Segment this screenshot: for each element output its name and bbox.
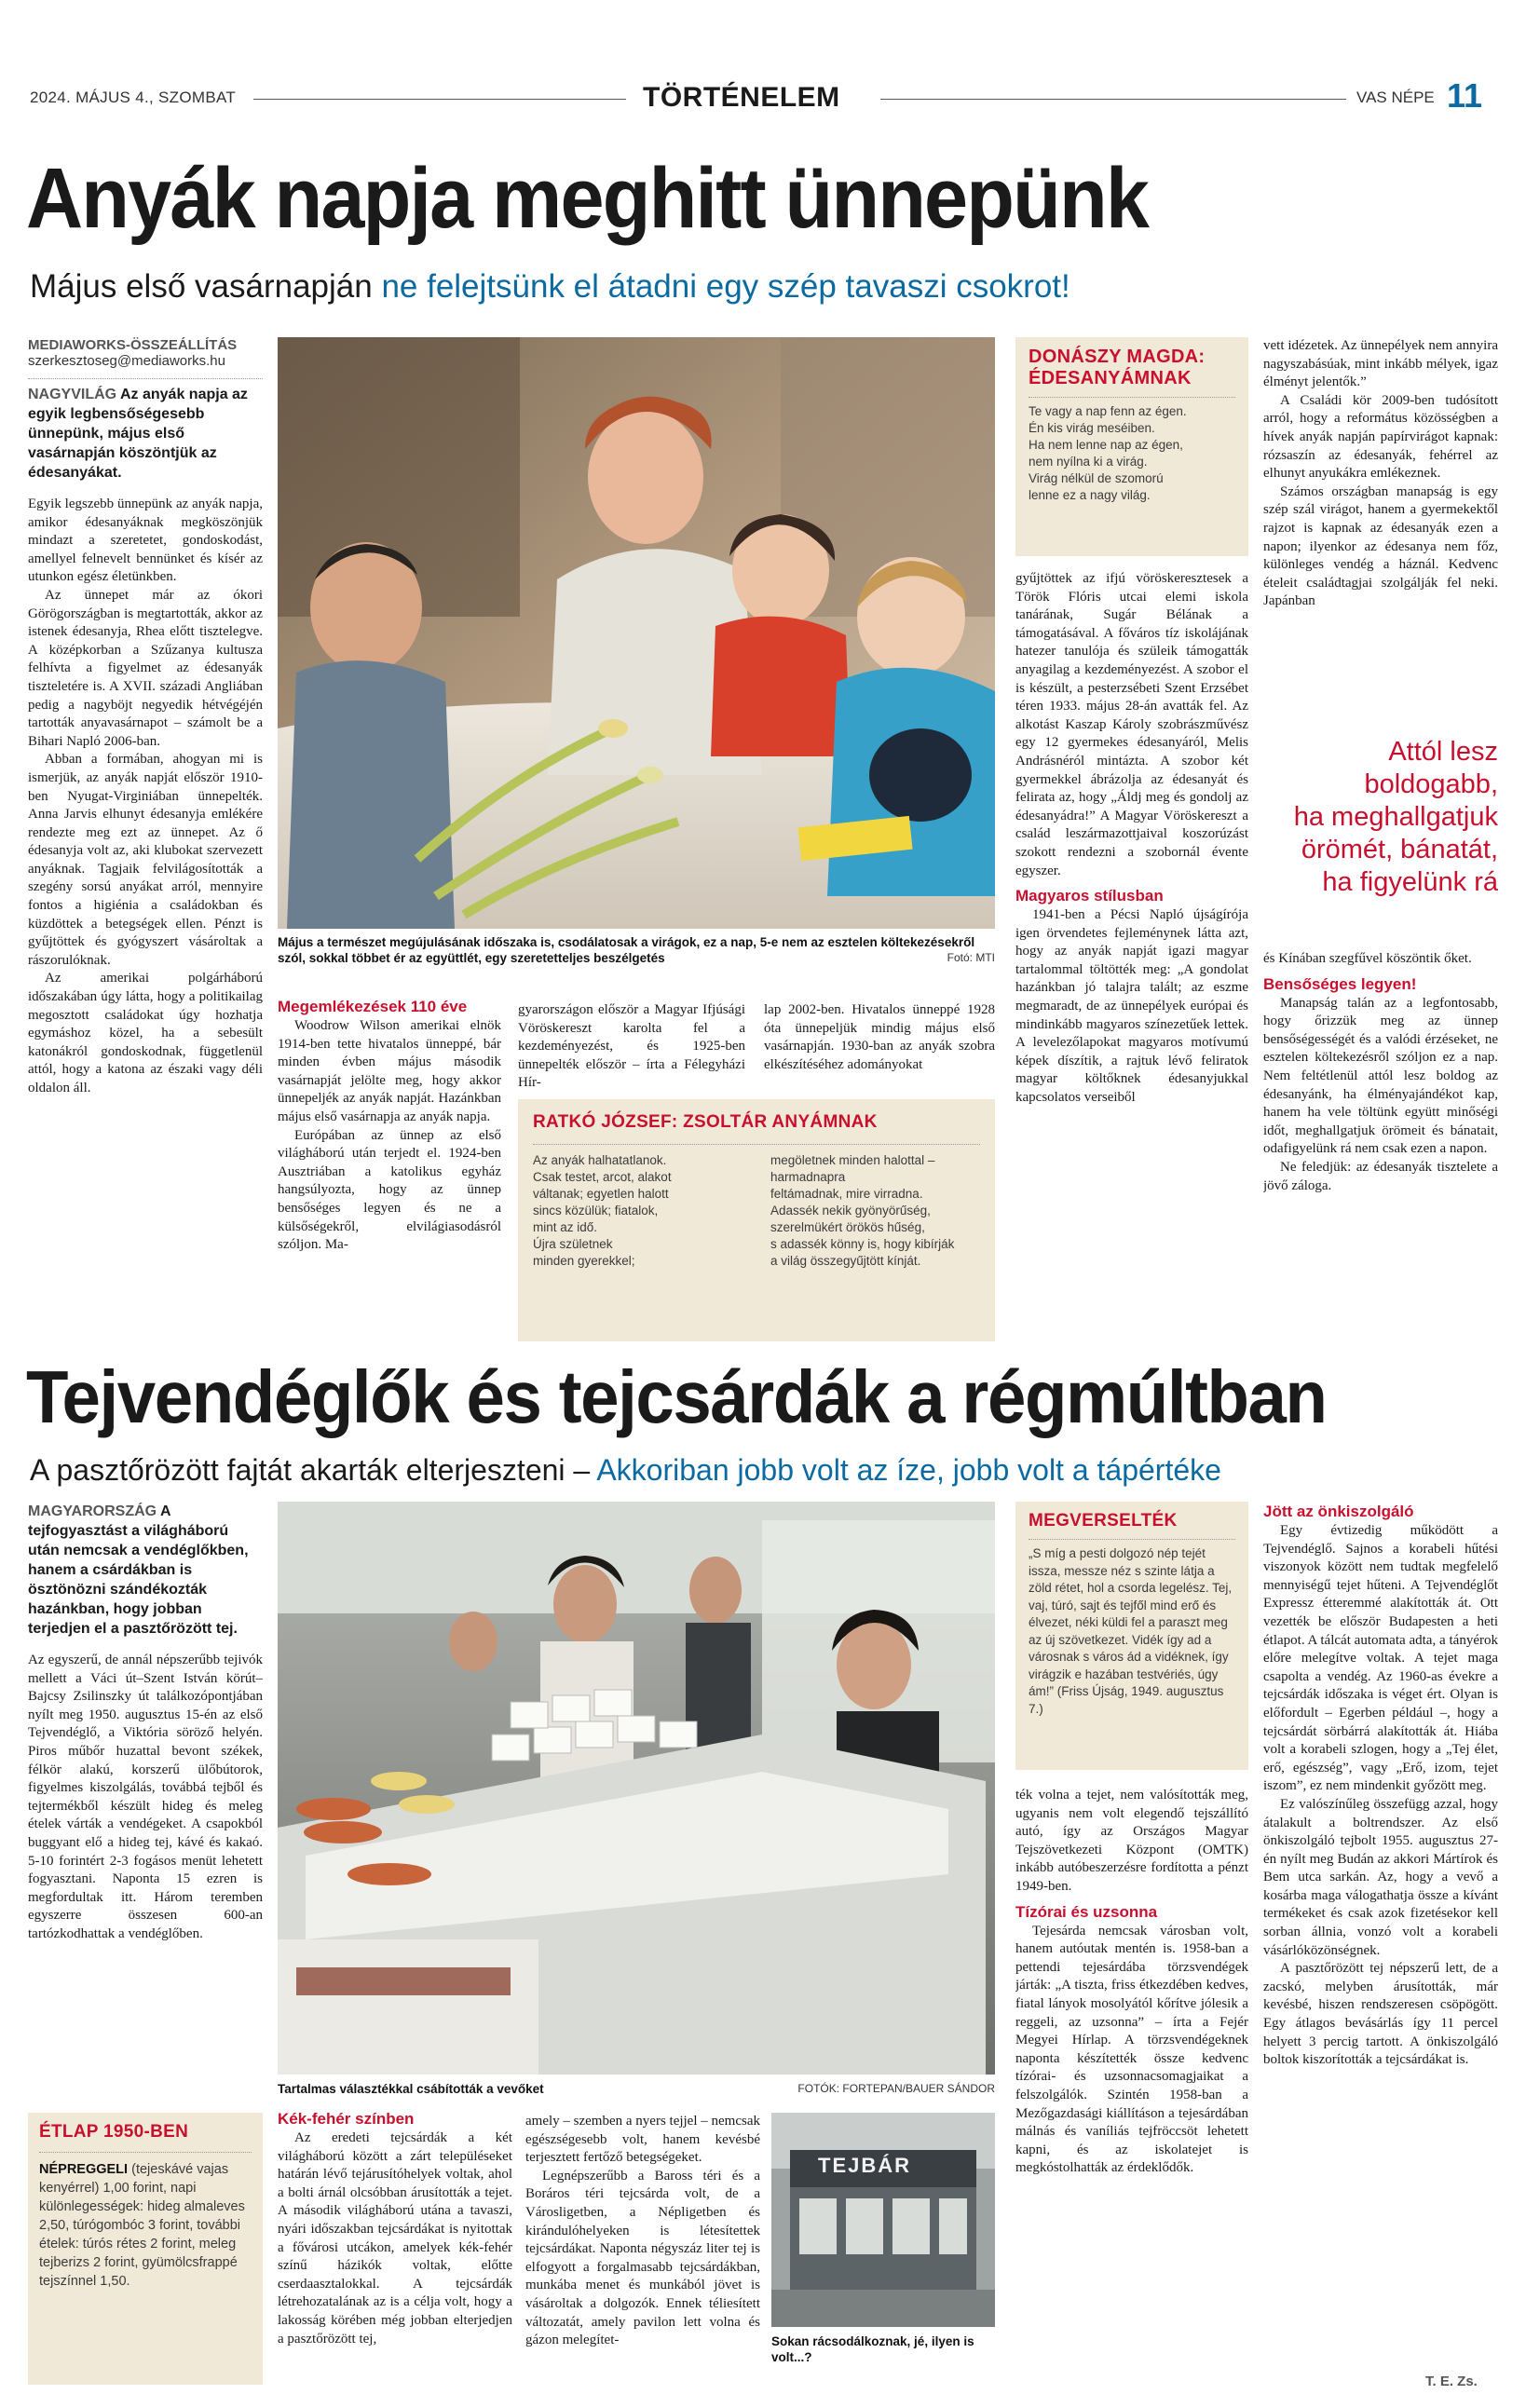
paragraph: gyarországon először a Magyar Ifjúsági Vöröskereszt karolta fel a kezdeményezést, és 1925-ben ünnepelték először – írta a Félegyházi Hír- <box>518 1002 745 1091</box>
poem-line: mint az idő. <box>533 1220 598 1234</box>
poem-line: Virág nélkül de szomorú <box>1029 471 1164 485</box>
subhead-110-years: Megemlékezések 110 éve <box>278 998 468 1015</box>
article2-headline: Tejvendéglők és tejcsárdák a régmúltban <box>26 1355 1327 1438</box>
etlap-body: (tejeskávé vajas kenyérrel) 1,00 forint, napi különlegességek: hideg almaleves 2,50, túrógombóc 3 forint, további ételek: túrós rétes 2 forint, meleg tejberizs 2 forint, gyümölcsfrappé tejszínnel 1,50. <box>39 2162 245 2289</box>
ratko-title: RATKÓ JÓZSEF: ZSOLTÁR ANYÁMNAK <box>533 1112 878 1132</box>
header-paper: VAS NÉPE <box>1356 88 1435 106</box>
pullquote <box>1263 736 1498 899</box>
article1-lead <box>28 385 263 483</box>
subhead-onkiszolgalo: Jött az önkiszolgáló <box>1263 1503 1414 1520</box>
paragraph: vett idézetek. Az ünnepélyek nem annyira nagyszabásúak, mint inkább mélyek, igaz élményt jelentők.” <box>1263 338 1498 390</box>
article2-col3 <box>525 2113 760 2388</box>
photo1-caption-text: Május a természet megújulásának időszaka is, csodálatosak a virágok, ez a nap, 5-e nem az esztelen költekezésekről szól, sokkal többet ér az együttlét, egy szeretetteljes beszélgetés <box>278 935 975 965</box>
poem-line: Csak testet, arcot, alakot <box>533 1170 672 1184</box>
byline-divider <box>28 378 263 379</box>
photo2-caption-text: Tartalmas választékkal csábították a vevőket <box>278 2082 544 2096</box>
poem-line: váltanak; egyetlen halott <box>533 1187 669 1201</box>
section-title: TÖRTÉNELEM <box>643 82 840 113</box>
paragraph: Számos országban manapság is egy szép szál virágot, hanem a gyermekektől rajzot is kapnak az édesanyák ezen a napon; ilyenkor az édesanya nem főz, különleges vendég a háznál. Kedvenc ételeit családtagjai szolgálják fel neki. Japánban <box>1263 483 1498 609</box>
article1-subhead-plain: Május első vasárnapján <box>30 268 382 305</box>
poem-line: megöletnek minden halottal – <box>770 1153 935 1167</box>
paragraph: Az ünnepet már az ókori Görögországban is megtartották, akkor az istenek édesanyja, Rhea előtt tisztelegve. A középkorban a Szűzanya kultusza felhívta a figyelmet az édesanyák tiszteletére is. A XVII. századi Angliában pedig a nagyböjt negyedik hétvégéjén tartották anyavasárnapot – számolt be a Bihari Napló 2006-ban. <box>28 587 263 749</box>
page-number: 11 <box>1447 76 1483 115</box>
paragraph: Az eredeti tejcsárdák a két világháború között a zárt településeket határán lévő tejárusítóhelyek voltak, ahol a bolti árnál olcsóbban árusították a tejet. A második világháború utána a tavaszi, nyári időszakban tejcsárdákat is nyitottak a fővárosi utcákon, amelyek kék-fehér színű házikók voltak, előtte cserdaasztalokkal. A tejcsárdák létrehozatalának az is a célja volt, hogy a lakosság körében még jobban elterjedjen a pasztőrözött tej, <box>278 2130 512 2347</box>
paragraph: Egyik legszebb ünnepünk az anyák napja, amikor édesanyáknak megköszönjük mindazt a szeretetet, gondoskodást, amellyel felnevelt bennünket és kísér az utunkon egész életünkben. <box>28 497 263 585</box>
photo1-caption <box>278 934 995 966</box>
paragraph: Az egyszerű, de annál népszerűbb tejivók mellett a Váci út–Szent István körút–Bajcsy Zsilinszky út találkozópontjában nyílt meg 1950. augusztus 15-én az első Tejvendéglő, a Viktória söröző helyén. Piros műbőr huzattal bevont székek, félkör alakú, korszerű ülőbútorok, figyelmes kiszolgálás, továbbá tejből és tejtermékből készült hideg és meleg ételek várták a vendégeket. A csapokból buggyant elő a hideg tej, kávé és kakaó. 5-10 forintért 2-3 fogásos menüt lehetett fogyasztani. Naponta 15 ezren is megfordultak itt. Három teremben egyszerre összesen 600-an tartózkodhattak a vendéglőben. <box>28 1653 263 1941</box>
milk-bar-photo <box>278 1502 995 2075</box>
article1-col2b <box>518 1001 745 1095</box>
article1-email: szerkesztoseg@mediaworks.hu <box>28 353 225 369</box>
article1-col3 <box>1015 570 1248 1343</box>
poem-line: Az anyák halhatatlanok. <box>533 1153 667 1167</box>
author-initials: T. E. Zs. <box>1425 2374 1478 2389</box>
subhead-benseges: Bensőséges legyen! <box>1263 974 1417 993</box>
article2-lead <box>28 1502 263 1639</box>
pullquote-line: ha figyelünk rá <box>1322 867 1498 897</box>
article1-col2c <box>764 1001 995 1095</box>
paragraph: Tejesárda nemcsak városban volt, hanem autóutak mentén is. 1958-ban a pettendi tejesárdába törzsvendégek járták: „A tiszta, friss étkezdében kedves, fiatal lányok mosolyától kőrítve jólesik a reggeli, az uzsonna” – írta a Fejér Megyei Hírlap. A törzsvendégeknek naponta készítették össze kedvenc tízórai- és uzsonnacsomagjaikat a felszolgálók. Szintén 1958-ban a Mezőgazdasági kiállításon a tejesárdában málnás és vaníliás tejfröccsöt lehetett kapni, és az iskolatejet is megkóstolhatták az érdeklődők. <box>1015 1923 1248 2176</box>
article1-lead-tag: NAGYVILÁG <box>28 387 117 402</box>
paragraph: Európában az ünnep az első világháború után terjedt el. 1924-ben Ausztriában a katolikus egyház hangsúlyozta, hogy az ünnep bensőséges legyen és ne a külsőségekről, elvilágiasodásról szóljon. Ma- <box>278 1127 501 1253</box>
photo2-caption <box>278 2081 995 2097</box>
paragraph: és Kínában szegfűvel köszöntik őket. <box>1263 951 1472 966</box>
subhead-tizorai: Tízórai és uzsonna <box>1015 1902 1158 1921</box>
paragraph: Az amerikai polgárháború időszakában úgy látta, hogy a politikailag megosztott családokat úgy hozhatja egymáshoz közel, ha a sebesült katonákról gondoskodnak, függetlenül attól, hogy a katona az északi vagy déli oldalon áll. <box>28 971 263 1095</box>
tejbar-photo <box>771 2113 995 2327</box>
megverselt-title: MEGVERSELTÉK <box>1029 1511 1178 1531</box>
article2-col5 <box>1263 1502 1498 2377</box>
subhead-kek-feher: Kék-fehér színben <box>278 2110 415 2128</box>
paragraph: Manapság talán az a legfontosabb, hogy őrizzük meg az ünnep bensőségességét és a valódi érzéseket, ne esztelen költekezésről szóljon ez a nap. Nem feltétlenül attól lesz boldog az édesanyánk, ha élményajándékot kap, hanem ha vele töltünk együtt minőségi időt, meghallgatjuk örömeit és bánatait, odafigyelünk rá nem csak ezen a napon. <box>1263 995 1498 1157</box>
poem-line: Ha nem lenne nap az égen, <box>1029 438 1183 452</box>
poem-line: Adassék nekik gyönyörűség, <box>770 1204 931 1218</box>
megverselt-text: „S míg a pesti dolgozó nép tejét issza, messze néz s szinte látja a zöld rétet, hol a csorda legelész. Tej, vaj, túró, sajt és tejfől mind erő és élvezet, néki küldi fel a paraszt meg az új szövetkezet. Vidék így ad a városnak s város ád a vidéknek, így virágzik e hazában testvériés, úgy ám!” (Friss Újság, 1949. augusztus 7.) <box>1029 1546 1233 1716</box>
paragraph: amely – szemben a nyers tejjel – nemcsak egészségesebb volt, hanem kevésbé terjesztett fertőző betegségeket. <box>525 2114 760 2166</box>
ratko-divider <box>533 1144 980 1145</box>
article1-col1-text <box>28 496 263 1098</box>
poem-line: Te vagy a nap fenn az égen. <box>1029 404 1187 418</box>
paragraph: ték volna a tejet, nem valósították meg, ugyanis nem volt elegendő tejszállító autó, így az Országos Magyar Tejszövetkezeti Központ (OMTK) inkább autóbeszerzésre fordította a pénzt 1949-ben. <box>1015 1788 1248 1894</box>
pullquote-line: ha meghallgatjuk <box>1293 802 1498 832</box>
poem-line: szerelmükért örökös hűség, <box>770 1220 925 1234</box>
mothers-day-photo <box>278 337 995 929</box>
article2-col1 <box>28 1502 263 2098</box>
ratko-right-stanza <box>770 1152 980 1270</box>
article1-headline: Anyák napja meghitt ünnepünk <box>26 151 1149 246</box>
poem-line: s adassék könny is, hogy kibírják <box>770 1237 955 1251</box>
paragraph: gyűjtöttek az ifjú vöröskeresztesek a Török Flóris utcai elemi iskola tanárának, Sugár Bélának a támogatásával. A főváros tíz iskolájának hatezer tanulója és szüleik támogatták anyagilag a kezdeményezést. A szobor el is készült, a pesterzsébeti Szent Erzsébet téren 1933. május 28-án avatták fel. Az alkotást Kaszap Károly szobrászművész egy 12 gyermekes édesanyáról, Melis Andrásnéról mintázta. A szobor két gyermekkel ábrázolja az édesanyát és felirata az, hogy „Áldj meg és gondolj az édesanyádra!” A Magyar Vöröskereszt a család leszármazottjaival koszorúzást szokott rendezni a szobornál évente egyszer. <box>1015 571 1248 878</box>
article1-col4-bottom <box>1263 950 1498 1343</box>
article2-subhead-plain: A pasztőrözött fajtát akarták elterjeszteni – <box>30 1453 597 1487</box>
photo1-credit: Fotó: MTI <box>947 951 995 964</box>
donaszy-divider <box>1029 397 1235 398</box>
tejbar-sign: TEJBÁR <box>818 2154 912 2177</box>
poem-line: nem nyílna ki a virág. <box>1029 455 1148 469</box>
article2-lead-tag: MAGYARORSZÁG <box>28 1503 157 1519</box>
poem-line: sincs közülük; fiatalok, <box>533 1204 659 1218</box>
pullquote-line: Attól lesz <box>1388 737 1498 767</box>
paragraph: 1941-ben a Pécsi Napló újságírója igen örvendetes fejleménynek látta azt, hogy az anyák napját igazi magyar tartalommal töltötték meg: „A gondolat hazánkban jó talajra talált; az eszme megmaradt, de az ünnepélyek európai és mindinkább magyaros színezetűek lettek. A levelezőlapokat magyaros motívumú képek díszítik, a rajtuk lévő feliratok magyar költőknek édesanyjukkal kapcsolatos verseiből <box>1015 907 1248 1106</box>
family-bed-illustration <box>278 337 995 929</box>
milk-bar-counter-illustration <box>278 1502 995 2075</box>
ratko-poem-box <box>518 1099 995 1341</box>
poem-line: feltámadnak, mire virradna. <box>770 1187 923 1201</box>
poem-line: a világ összegyűjtött kínját. <box>770 1254 921 1268</box>
paragraph: Egy évtizedig működött a Tejvendéglő. Sajnos a korabeli hűtési viszonyok között nem tudtak megfelelő mennyiségű tejet hűteni. A Tejvendéglőt Expressz étteremmé alakították át. Ott vezették be először Budapesten a heti étlapot. A tálcát automata adta, a tányérok előre melegítve voltak. A tejet maga csapolta a vendég. Az 1960-as évekre a tejcsárdák időszaka is véget ért. Olyan is előfordult – Egerben például –, hogy a tejcsárdát sörbárrá alakították át. Hiába volt a korabeli szlogen, hogy a „Tej élet, erő, egészség”, vagy „Erő, izom, tejet iszom”, ez nem mindenkit győzött meg. <box>1263 1523 1498 1794</box>
etlap-text <box>39 2160 252 2291</box>
paragraph: Abban a formában, ahogyan mi is ismerjük, az anyák napját először 1910-ben Nyugat-Virginiában ünnepelték. Anna Jarvis elhunyt édesanyja emlékére rendezte meg ezt az ünnepet. Az ő édesanyja volt az, aki klubokat szervezett anyáknak. Tagjaik felvilágosították a szegény sorsú anyákat arról, mennyire fontos a higiénia a családokban és küzdöttek a betegségek ellen. Pénzt is gyűjtöttek és gyógyszert vásároltak a rászorulóknak. <box>28 752 263 968</box>
article1-subhead <box>30 268 1070 306</box>
article2-col2 <box>278 2109 512 2388</box>
megverselt-divider <box>1029 1539 1235 1540</box>
paragraph: Ne feledjük: az édesanyák tisztelete a jövő záloga. <box>1263 1159 1498 1193</box>
paragraph: Woodrow Wilson amerikai elnök 1914-ben tette hivatalos ünneppé, bár minden évben május második vasárnapját jelölte meg, hogy akkor ünnepeljék az anyák napját. Hazánkban május első vasárnapja az anyák napja. <box>278 1018 501 1124</box>
article1-col1 <box>28 337 263 1343</box>
etlap-box <box>28 2113 263 2385</box>
poem-line: Újra születnek <box>533 1237 613 1251</box>
article2-col4 <box>1015 1787 1248 2388</box>
paragraph: A pasztőrözött tej népszerű lett, de a zacskó, melyben árusították, már kevésbé, hiszen rendszeresen csöpögött. Egy átlagos bevásárlás így 11 percel helyett 3 percig tartott. A önkiszolgáló boltok kiszorították a tejcsárdákat is. <box>1263 1961 1498 2068</box>
header-date: 2024. MÁJUS 4., SZOMBAT <box>30 88 237 106</box>
pullquote-line: boldogabb, <box>1364 769 1498 799</box>
donaszy-poem-box <box>1015 337 1248 556</box>
tejbar-pavilion-illustration <box>771 2113 995 2327</box>
paragraph: Legnépszerűbb a Baross téri és a Boráros téri tejcsárda volt, de a Városligetben, a Népligetben és kirándulóhelyeken is létesítettek tejcsárdákat. Naponta négyszáz liter tej is elfogyott a forgalmasabb tejcsárdákban, munkába menet és munkából jövet is vásároltak a dolgozók. Ennek téliesített változatát, amely pavilon lett volna és gázon melegítet- <box>525 2168 760 2348</box>
subhead-magyaros: Magyaros stílusban <box>1015 887 1164 905</box>
paragraph: A Családi kör 2009-ben tudósított arról, hogy a református közösségben a hívek anyák napján papírvirágot kapnak: rózsaszín az édesanyák, fehérrel az elhunyt anyukákra emlékeznek. <box>1263 392 1498 482</box>
pullquote-line: örömét, bánatát, <box>1301 835 1498 864</box>
poem-line: lenne ez a nagy világ. <box>1029 488 1151 502</box>
article1-col2a <box>278 997 501 1341</box>
article1-subhead-accent: ne felejtsünk el átadni egy szép tavaszi csokrot! <box>381 268 1070 305</box>
megverselt-box <box>1015 1502 1248 1770</box>
poem-line: harmadnapra <box>770 1170 846 1184</box>
header-rule-right <box>880 99 1346 100</box>
article2-subhead-accent: Akkoriban jobb volt az íze, jobb volt a tápértéke <box>596 1453 1221 1487</box>
poem-line: minden gyerekkel; <box>533 1254 635 1268</box>
paragraph: Ez valószínűleg összefügg azzal, hogy átalakult a boltrendszer. Az első önkiszolgáló tejbolt 1955. augusztus 27-én nyílt meg Budán az akkori Mártírok és Bem utca sarkán. Az, hogy a vevő a kosárba maga válogathatja össze a kívánt termékeket és csak azok fizetésekor kell sorban állnia, vonzó volt a korabeli vásárlóközönségnek. <box>1263 1796 1498 1958</box>
etlap-tag: NÉPREGGELI <box>39 2162 129 2177</box>
article2-lead-text: A tejfogyasztást a világháború után nemcsak a vendéglőkben, hanem a csárdákban is ösztönözni szándékozták hazánkban, hogy jobban terjedjen el a pasztőrözött tej. <box>28 1503 249 1637</box>
etlap-divider <box>39 2152 252 2153</box>
article1-lead-text: Az anyák napja az egyik legbensőségesebb ünnepünk, május első vasárnapján köszöntjük az édesanyákat. <box>28 387 248 481</box>
article2-subhead <box>30 1453 1221 1488</box>
article1-col4 <box>1263 337 1498 728</box>
article1-byline: MEDIAWORKS-ÖSSZEÁLLÍTÁS <box>28 337 238 353</box>
etlap-title: ÉTLAP 1950-BEN <box>39 2122 189 2142</box>
photo2-credit: FOTÓK: FORTEPAN/BAUER SÁNDOR <box>797 2082 995 2095</box>
header-rule-left <box>253 99 626 100</box>
donaszy-poem <box>1029 403 1235 504</box>
ratko-left-stanza <box>533 1152 743 1270</box>
poem-line: Én kis virág meséiben. <box>1029 421 1155 435</box>
small-photo-caption: Sokan rácsodálkoznak, jé, ilyen is volt...? <box>771 2334 974 2364</box>
donaszy-title-line1: DONÁSZY MAGDA: <box>1029 347 1206 367</box>
donaszy-title-line2: ÉDESANYÁMNAK <box>1029 368 1192 388</box>
paragraph: lap 2002-ben. Hivatalos ünneppé 1928 óta ünnepeljük mindig május első vasárnapján. 1930-ban az anyák szobra elkészítéséhez adományokat <box>764 1002 995 1072</box>
